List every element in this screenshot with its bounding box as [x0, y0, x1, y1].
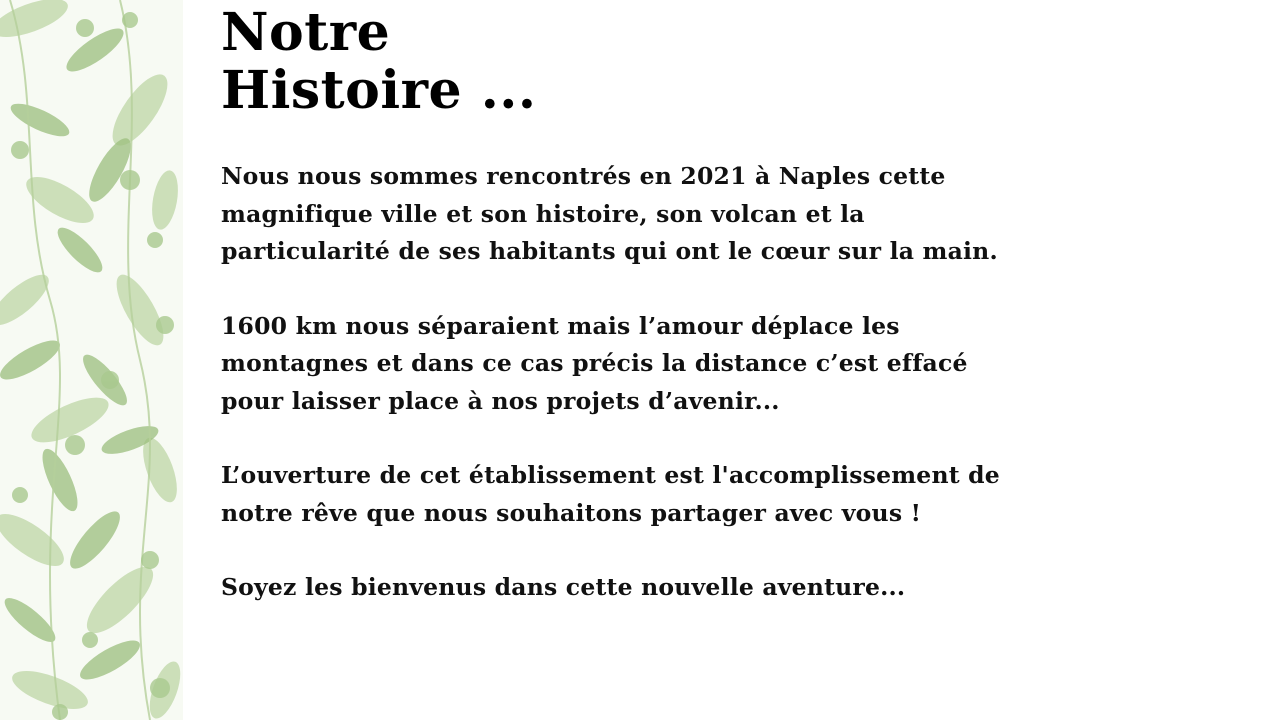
story-content [221, 0, 1221, 644]
text-line: Nous nous sommes rencontrés en 2021 à Naples cette [221, 162, 946, 190]
title-line: Notre [221, 2, 391, 63]
text-line: particularité de ses habitants qui ont le cœur sur la main. [221, 237, 998, 265]
text-line: 1600 km nous séparaient mais l’amour déplace les [221, 311, 900, 340]
text-line: L’ouverture de cet établissement est l'accomplissement de [221, 461, 1000, 489]
watercolor-leaves-icon [0, 0, 183, 720]
story-paragraph [221, 308, 1221, 421]
text-line: montagnes et dans ce cas précis la distance c’est effacé [221, 349, 968, 377]
story-body [221, 158, 1221, 607]
title-line: Histoire ... [221, 60, 537, 121]
story-paragraph [221, 569, 1221, 607]
text-line: notre rêve que nous souhaitons partager avec vous ! [221, 498, 922, 527]
story-paragraph [221, 457, 1221, 532]
story-paragraph [221, 158, 1221, 271]
text-line: pour laisser place à nos projets d’avenir... [221, 386, 780, 415]
page-title [221, 0, 1221, 120]
text-line: magnifique ville et son histoire, son volcan et la [221, 199, 865, 228]
text-line: Soyez les bienvenus dans cette nouvelle aventure... [221, 573, 906, 601]
